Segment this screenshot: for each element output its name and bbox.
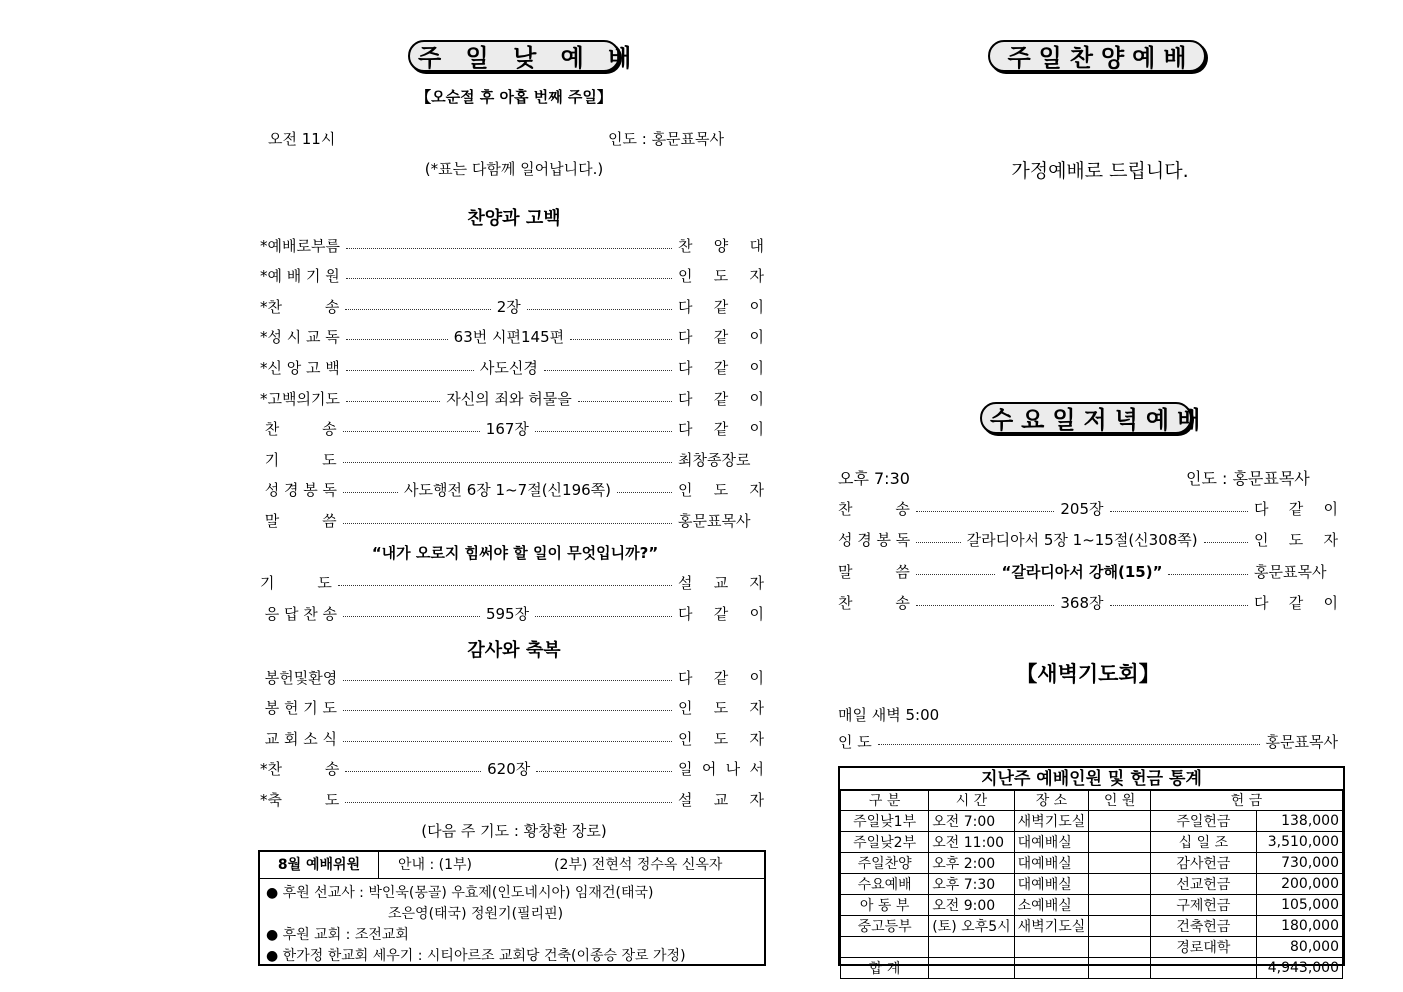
leader-dots	[916, 542, 960, 543]
stats-total-row	[841, 958, 1343, 979]
stats-cell-attendance	[1089, 895, 1151, 916]
stats-cell-attendance	[1089, 853, 1151, 874]
order-label: 찬 송	[838, 499, 910, 518]
order-row	[260, 509, 764, 531]
order-detail: 2장	[496, 297, 521, 316]
leader-dots	[346, 370, 474, 371]
dawn-leader-row	[838, 730, 1338, 752]
info-head-label: 8월 예배위원	[260, 852, 379, 878]
stats-row	[841, 874, 1343, 895]
order-label: *찬 송	[260, 760, 340, 778]
stats-cell-name: 아 동 부	[841, 895, 929, 916]
order-detail: “갈라디아서 강해(15)”	[1001, 562, 1163, 581]
order-detail: 사도신경	[479, 358, 538, 377]
order-role: 홍문표목사	[1254, 562, 1327, 581]
order-row	[260, 602, 764, 624]
order-label: *찬 송	[260, 297, 340, 316]
order-role: 인 도 자	[678, 267, 764, 286]
order-role: 다 같 이	[678, 358, 765, 377]
leader-dots	[1168, 574, 1248, 575]
stats-table	[840, 789, 1343, 979]
order-label: 응 답 찬 송	[260, 604, 338, 623]
header-place: 장 소	[1014, 790, 1089, 811]
leader-dots	[617, 492, 672, 493]
stats-cell-name: 수요예배	[841, 874, 929, 895]
sermon-title: “내가 오로지 힘써야 할 일이 무엇입니까?”	[371, 544, 659, 562]
stats-cell-off-amt: 3,510,000	[1256, 832, 1342, 853]
stats-cell-off-amt: 138,000	[1256, 811, 1342, 832]
order-row	[260, 356, 764, 378]
order-label: 봉 헌 기 도	[260, 699, 338, 717]
stats-cell-time: 오후 2:00	[929, 853, 1014, 874]
order-role: 인 도 자	[678, 729, 764, 748]
header-category: 구 분	[841, 790, 929, 811]
dawn-label: 인 도	[838, 732, 872, 751]
order-role: 다 같 이	[1254, 594, 1338, 612]
stats-header-row	[841, 790, 1343, 811]
leader-dots	[570, 339, 672, 340]
order-label: *성 시 교 독	[260, 328, 340, 347]
total-label: 합 계	[841, 958, 929, 979]
order-row	[260, 788, 764, 810]
order-label: *축 도	[260, 790, 340, 809]
leader-dots	[916, 574, 996, 575]
wed-time: 오후 7:30	[838, 469, 910, 488]
order-row	[260, 666, 764, 688]
order-detail: 167장	[485, 420, 529, 439]
info-box-header	[260, 852, 764, 879]
stats-row	[841, 853, 1343, 874]
info-box	[258, 850, 766, 966]
stats-cell-name: 주일낮2부	[841, 832, 929, 853]
info-line-church: ● 후원 교회 : 조전교회	[266, 927, 409, 943]
stats-cell-attendance	[1089, 937, 1151, 958]
family-worship-note: 가정예배로 드립니다.	[1011, 160, 1189, 182]
order-detail: 자신의 죄와 허물을	[446, 389, 572, 408]
order-detail: 갈라디아서 5장 1~15절(신308쪽)	[966, 531, 1198, 549]
order-role: 설 교 자	[678, 573, 764, 592]
order-detail: 205장	[1060, 499, 1104, 518]
stats-cell-off-name: 십 일 조	[1151, 832, 1257, 853]
stats-cell-off-name: 건축헌금	[1151, 916, 1257, 937]
leader-dots	[343, 462, 672, 463]
stats-cell-attendance	[1089, 811, 1151, 832]
order-label: 말 씀	[260, 511, 337, 530]
order-role: 다 같 이	[678, 297, 765, 316]
section-praise-confession: 찬양과 고백	[467, 208, 561, 229]
sunday-service-title: 주 일 낮 예 배	[408, 40, 620, 72]
leader-dots	[345, 802, 672, 803]
stats-cell-off-amt: 200,000	[1256, 874, 1342, 895]
dawn-prayer-title: 【새벽기도회】	[1016, 662, 1160, 686]
next-prayer-note: (다음 주 기도 : 황창환 장로)	[421, 822, 607, 840]
stats-cell-off-amt: 730,000	[1256, 853, 1342, 874]
order-row	[838, 529, 1338, 551]
stats-cell-time: (토) 오후5시	[929, 916, 1014, 937]
order-row	[260, 758, 764, 780]
order-detail: 620장	[487, 760, 531, 778]
order-label: 찬 송	[260, 420, 337, 439]
leader-dots	[1110, 605, 1248, 606]
stats-cell-place: 새벽기도실	[1014, 811, 1089, 832]
header-time: 시 간	[929, 790, 1014, 811]
leader-dots	[343, 680, 672, 681]
stats-cell-time: 오전 11:00	[929, 832, 1014, 853]
order-role: 인 도 자	[678, 699, 764, 717]
order-row	[260, 265, 764, 287]
order-label: *예 배 기 원	[260, 267, 340, 286]
leader-dots	[916, 605, 1054, 606]
order-row	[838, 560, 1338, 582]
info-line-missionary: ● 후원 선교사 : 박인욱(몽골) 우효제(인도네시아) 임재건(태국)	[266, 885, 654, 901]
stats-title: 지난주 예배인원 및 헌금 통계	[840, 768, 1343, 791]
order-role: 다 같 이	[678, 420, 765, 439]
leader-dots	[527, 309, 672, 310]
stats-cell-off-name: 경로대학	[1151, 937, 1257, 958]
order-label: *신 앙 고 백	[260, 358, 340, 377]
order-row	[260, 448, 764, 470]
leader-dots	[346, 248, 672, 249]
stats-cell-time	[929, 937, 1014, 958]
order-role: 다 같 이	[678, 328, 764, 347]
dawn-role: 홍문표목사	[1265, 732, 1338, 751]
stats-cell-off-amt: 105,000	[1256, 895, 1342, 916]
order-row	[260, 234, 764, 256]
standing-note: (*표는 다함께 일어납니다.)	[424, 160, 604, 178]
order-label: 성 경 봉 독	[838, 531, 911, 549]
stats-cell-off-name: 감사헌금	[1151, 853, 1257, 874]
info-head-guide: 안내 : (1부)	[398, 857, 473, 873]
stats-cell-attendance	[1089, 832, 1151, 853]
stats-cell-off-name: 구제헌금	[1151, 895, 1257, 916]
order-row	[260, 479, 764, 501]
leader-dots	[338, 585, 672, 586]
leader-dots	[578, 401, 672, 402]
order-role: 인 도 자	[1254, 531, 1339, 549]
order-role: 인 도 자	[678, 481, 765, 500]
info-head-guide2: (2부) 전현석 정수옥 신옥자	[554, 857, 723, 873]
order-detail: 사도행전 6장 1~7절(신196쪽)	[404, 481, 612, 500]
order-role: 홍문표목사	[678, 511, 751, 530]
leader-dots	[346, 278, 672, 279]
stats-row	[841, 895, 1343, 916]
leader-dots	[343, 616, 480, 617]
leader-dots	[345, 309, 490, 310]
service-time: 오전 11시	[268, 130, 336, 148]
order-label: 교 회 소 식	[260, 729, 338, 748]
order-role: 다 같 이	[678, 389, 765, 408]
leader-dots	[343, 431, 480, 432]
order-role: 찬 양 대	[678, 236, 764, 255]
order-label: *예배로부름	[260, 236, 340, 255]
order-row	[260, 326, 764, 348]
stats-row	[841, 832, 1343, 853]
dawn-time: 매일 새벽 5:00	[838, 706, 940, 724]
leader-dots	[1110, 511, 1248, 512]
stats-cell-name: 중고등부	[841, 916, 929, 937]
leader-dots	[536, 771, 672, 772]
stats-cell-place	[1014, 937, 1089, 958]
wed-leader: 인도 : 홍문표목사	[1186, 469, 1310, 488]
order-label: 말 씀	[838, 562, 910, 581]
order-detail: 368장	[1060, 594, 1104, 612]
leader-dots	[878, 744, 1260, 745]
order-label: 성 경 봉 독	[260, 481, 338, 500]
order-row	[260, 387, 764, 409]
stats-row	[841, 916, 1343, 937]
stats-cell-off-amt: 80,000	[1256, 937, 1342, 958]
stats-cell-empty	[1151, 958, 1257, 979]
sunday-praise-title: 주일찬양예배	[988, 40, 1206, 72]
order-label: 기 도	[260, 573, 332, 592]
stats-cell-attendance	[1089, 916, 1151, 937]
leader-dots	[535, 431, 672, 432]
order-row	[260, 295, 764, 317]
order-row	[260, 727, 764, 749]
order-label: 기 도	[260, 450, 337, 469]
leader-dots	[535, 616, 672, 617]
order-row	[260, 418, 764, 440]
order-label: 봉헌및환영	[260, 668, 338, 687]
leader-dots	[916, 511, 1054, 512]
order-detail: 595장	[485, 604, 530, 623]
header-offering: 헌 금	[1151, 790, 1343, 811]
order-row	[838, 497, 1338, 519]
stats-cell-time: 오전 7:00	[929, 811, 1014, 832]
stats-cell-place: 대예배실	[1014, 832, 1089, 853]
stats-cell-name: 주일낮1부	[841, 811, 929, 832]
stats-cell-time: 오후 7:30	[929, 874, 1014, 895]
stats-cell-name: 주일찬양	[841, 853, 929, 874]
stats-cell-place: 소예배실	[1014, 895, 1089, 916]
stats-cell-empty	[1014, 958, 1089, 979]
leader-dots	[343, 710, 672, 711]
stats-cell-empty	[929, 958, 1014, 979]
stats-cell-place: 대예배실	[1014, 874, 1089, 895]
stats-cell-empty	[1089, 958, 1151, 979]
wednesday-service-title: 수요일저녁예배	[980, 402, 1192, 434]
leader-dots	[343, 492, 398, 493]
order-role: 최창종장로	[678, 450, 751, 469]
stats-cell-attendance	[1089, 874, 1151, 895]
order-role: 다 같 이	[678, 668, 764, 687]
order-label: 찬 송	[838, 594, 910, 612]
stats-row	[841, 811, 1343, 832]
header-attendance: 인 원	[1089, 790, 1151, 811]
leader-dots	[345, 771, 481, 772]
stats-cell-name	[841, 937, 929, 958]
leader-dots	[346, 401, 440, 402]
stats-cell-time: 오전 9:00	[929, 895, 1014, 916]
order-role: 다 같 이	[678, 604, 765, 623]
service-subtitle: 【오순절 후 아홉 번째 주일】	[416, 88, 612, 106]
order-role: 설 교 자	[678, 790, 764, 809]
total-amount: 4,943,000	[1256, 958, 1342, 979]
stats-cell-off-name: 주일헌금	[1151, 811, 1257, 832]
order-label: *고백의기도	[260, 389, 340, 408]
stats-cell-off-name: 선교헌금	[1151, 874, 1257, 895]
stats-row	[841, 937, 1343, 958]
stats-cell-place: 새벽기도실	[1014, 916, 1089, 937]
leader-dots	[346, 339, 448, 340]
leader-dots	[1204, 542, 1248, 543]
order-row	[838, 592, 1338, 614]
leader-dots	[544, 370, 672, 371]
order-role: 다 같 이	[1254, 499, 1338, 518]
order-detail: 63번 시편145편	[453, 328, 565, 347]
leader-dots	[343, 741, 672, 742]
info-line-family: ● 한가정 한교회 세우기 : 시티아르조 교회당 건축(이종승 장로 가정)	[266, 948, 686, 964]
order-role: 일 어 나 서	[678, 760, 764, 778]
section-thanks-blessing: 감사와 축복	[467, 640, 561, 661]
service-leader: 인도 : 홍문표목사	[608, 130, 725, 148]
stats-cell-place: 대예배실	[1014, 853, 1089, 874]
info-line-missionary2: 조은영(태국) 정원기(필리핀)	[388, 906, 564, 922]
order-row	[260, 571, 764, 593]
leader-dots	[343, 523, 672, 524]
order-row	[260, 697, 764, 719]
stats-cell-off-amt: 180,000	[1256, 916, 1342, 937]
